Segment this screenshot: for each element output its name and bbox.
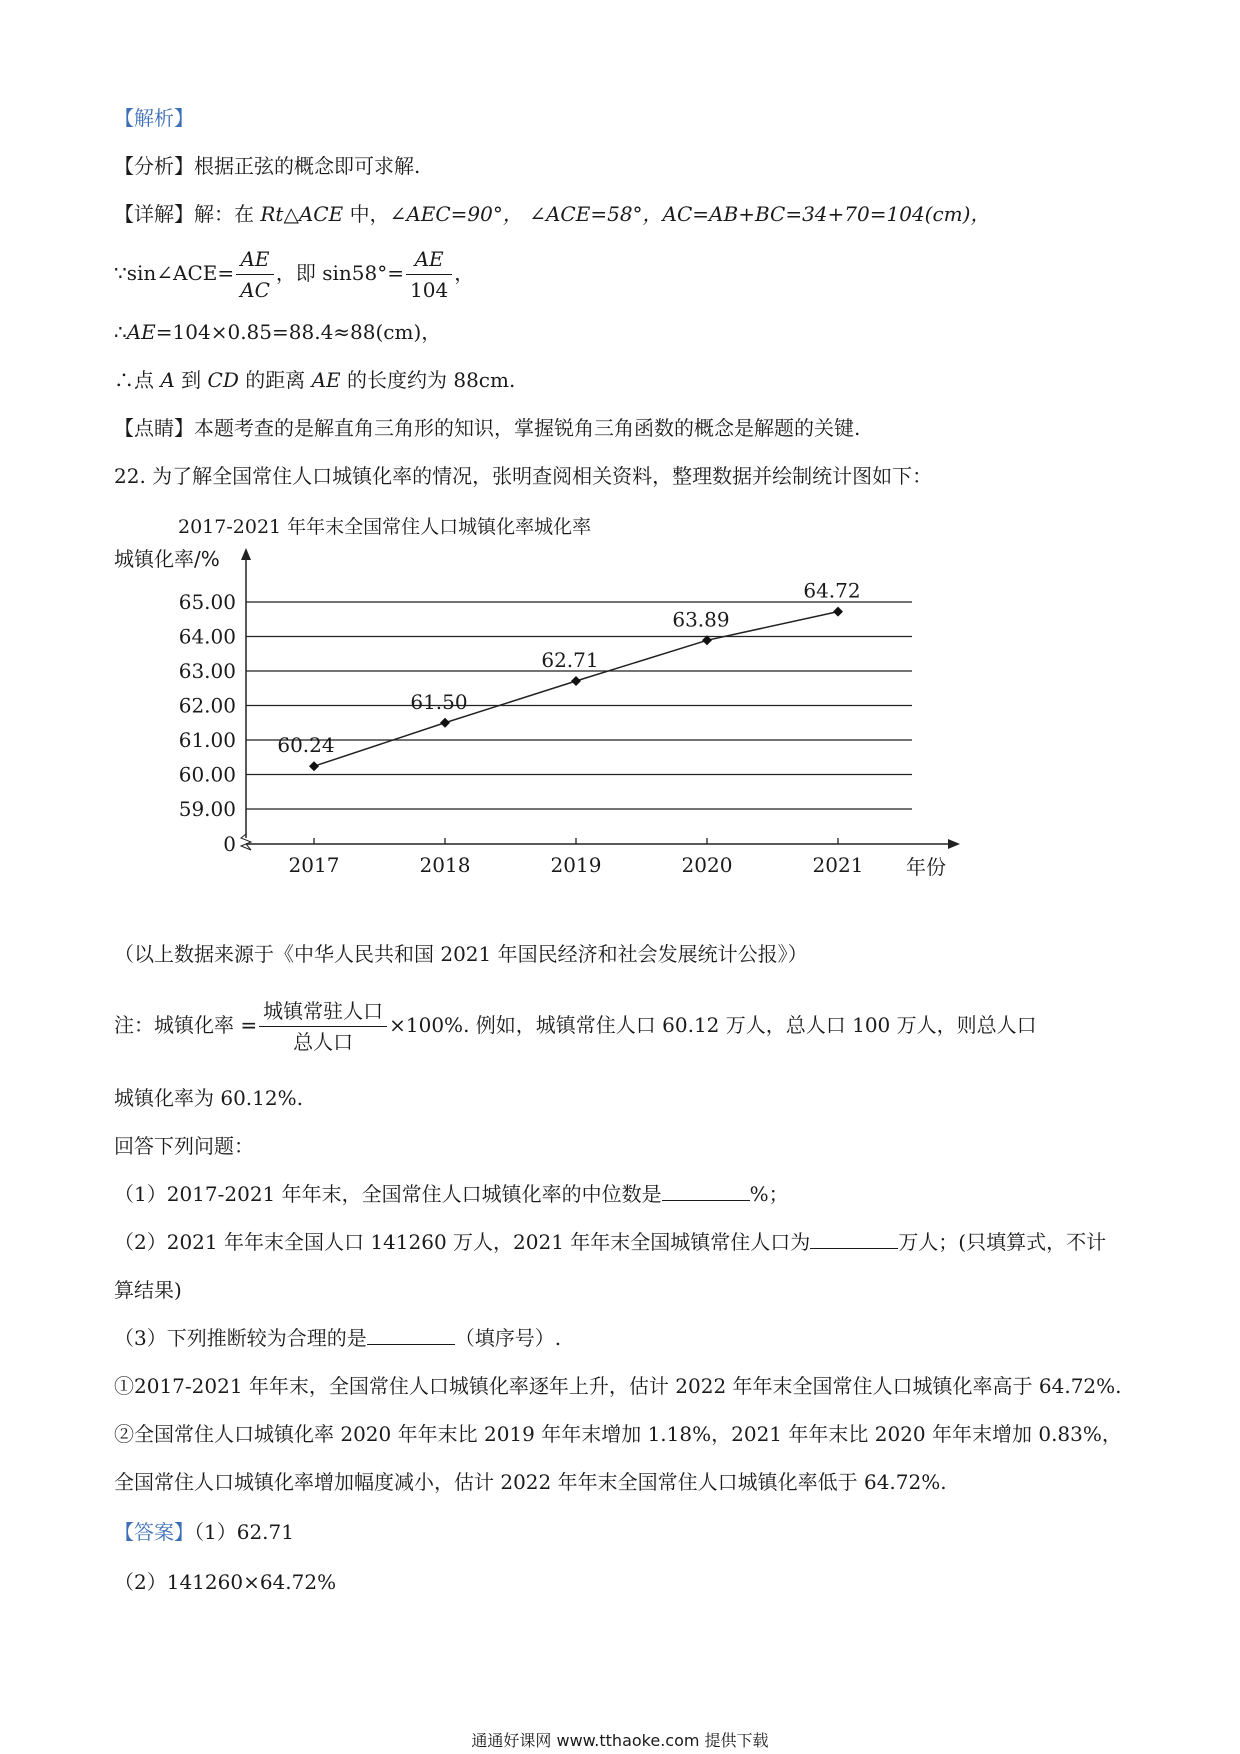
xiangjie-pre: 解：在 bbox=[194, 202, 254, 226]
ae-calc: =104×0.85=88.4≈88(cm)， bbox=[155, 320, 442, 344]
answer-blank-2[interactable] bbox=[810, 1228, 898, 1249]
data-point bbox=[309, 761, 319, 771]
note-lhs: 城镇化率 = bbox=[154, 1013, 258, 1037]
chart-title: 2017-2021 年年末全国常住人口城镇化率城化率 bbox=[178, 516, 592, 538]
y-axis-label: 城镇化率/% bbox=[114, 547, 220, 571]
note-times: ×100% bbox=[389, 1013, 464, 1037]
note-line-2: 城镇化率为 60.12%. bbox=[114, 1086, 303, 1110]
sine-equation bbox=[114, 242, 474, 305]
x-axis-label: 年份 bbox=[906, 855, 946, 876]
data-label: 64.72 bbox=[803, 578, 861, 603]
fraction-numerator: AE bbox=[406, 244, 452, 275]
data-point bbox=[440, 718, 450, 728]
x-axis-arrow bbox=[948, 839, 960, 849]
option-2: ②全国常住人口城镇化率 2020 年年末比 2019 年年末增加 1.18%，2021 年年末比 2020 年年末增加 0.83%， bbox=[114, 1422, 1122, 1446]
fraction-denominator: 104 bbox=[410, 278, 449, 302]
data-label: 61.50 bbox=[410, 689, 468, 714]
y-tick-label: 59.00 bbox=[178, 797, 236, 821]
page-footer: 通通好课网 www.tthaoke.com 提供下载 bbox=[471, 1731, 769, 1750]
sub3-pre: （3）下列推断较为合理的是 bbox=[114, 1326, 367, 1350]
data-source: （以上数据来源于《中华人民共和国 2021 年国民经济和社会发展统计公报》） bbox=[114, 942, 808, 966]
xiangjie-mid: 中， bbox=[349, 202, 390, 226]
distance-text-2: 到 bbox=[174, 368, 208, 392]
distance-text-4: 的长度约为 88cm. bbox=[340, 368, 516, 392]
fenxi-tag: 【分析】 bbox=[114, 154, 194, 178]
sub-question-2 bbox=[114, 1228, 1106, 1256]
sub2-pre: （2）2021 年年末全国人口 141260 万人，2021 年年末全国城镇常住人口为 bbox=[114, 1230, 811, 1254]
sub3-post: （填序号）. bbox=[454, 1326, 562, 1350]
answer-section bbox=[114, 1518, 294, 1546]
sub1-post: %； bbox=[749, 1182, 789, 1206]
fraction-ae-104 bbox=[406, 244, 452, 305]
analysis-heading: 【解析】 bbox=[114, 106, 194, 130]
dianjing-text: 本题考查的是解直角三角形的知识，掌握锐角三角函数的概念是解题的关键. bbox=[194, 416, 861, 440]
data-label: 62.71 bbox=[541, 648, 599, 673]
question-22: 22. 为了解全国常住人口城镇化率的情况，张明查阅相关资料，整理数据并绘制统计图如下： bbox=[114, 464, 933, 488]
ae-label: AE bbox=[126, 320, 156, 344]
rt-label: Rt bbox=[260, 202, 284, 226]
note-rest: . 例如，城镇常住人口 60.12 万人，总人口 100 万人，则总人口 bbox=[463, 1013, 1037, 1037]
y-tick-label: 64.00 bbox=[178, 624, 236, 649]
y-tick-label: 60.00 bbox=[178, 762, 236, 787]
sin-line-end: ， bbox=[454, 261, 475, 285]
therefore-distance bbox=[114, 366, 515, 394]
fraction-numerator: 城镇常驻人口 bbox=[259, 996, 387, 1027]
fraction-numerator: AE bbox=[236, 244, 274, 275]
data-label: 63.89 bbox=[672, 607, 730, 632]
therefore-ae bbox=[114, 318, 441, 346]
triangle-label: △ACE bbox=[283, 202, 344, 226]
answer-tag: 【答案】 bbox=[114, 1520, 194, 1544]
x-tick-label: 2018 bbox=[419, 853, 471, 876]
answer-2: （2）141260×64.72% bbox=[114, 1570, 337, 1594]
option-1: ①2017-2021 年年末，全国常住人口城镇化率逐年上升，估计 2022 年年末全国常住人口城镇化率高于 64.72%. bbox=[114, 1374, 1122, 1398]
data-point bbox=[833, 607, 843, 617]
point-a: A bbox=[160, 368, 175, 392]
sin58-text: ，即 sin58°= bbox=[275, 261, 404, 285]
data-point bbox=[571, 676, 581, 686]
sub-question-2-cont: 算结果) bbox=[114, 1278, 182, 1302]
ac-calc: AC=AB+BC=34+70=104(cm)， bbox=[662, 202, 991, 226]
urbanization-line-chart bbox=[100, 546, 980, 876]
x-tick-label: 2020 bbox=[681, 853, 733, 876]
y-tick-label: 63.00 bbox=[178, 659, 236, 683]
x-tick-label: 2017 bbox=[288, 853, 340, 876]
xiangjie-tag: 【详解】 bbox=[114, 202, 194, 226]
distance-text-3: 的距离 bbox=[238, 368, 312, 392]
angle-aec: ∠AEC=90°， bbox=[389, 202, 523, 226]
analysis-summary bbox=[114, 152, 420, 180]
note-fraction bbox=[259, 996, 387, 1057]
fraction-denominator: AC bbox=[240, 278, 270, 302]
y-tick-label: 61.00 bbox=[178, 728, 236, 752]
angle-ace: ∠ACE=58°， bbox=[529, 202, 663, 226]
y-axis-arrow bbox=[241, 548, 251, 560]
answer-1: （1）62.71 bbox=[194, 1520, 294, 1544]
segment-ae: AE bbox=[311, 368, 341, 392]
answer-blank-1[interactable] bbox=[662, 1180, 750, 1201]
sub-question-1 bbox=[114, 1180, 789, 1208]
distance-text-1: ∴点 bbox=[114, 368, 161, 392]
therefore-symbol: ∴ bbox=[114, 320, 127, 344]
detailed-solution bbox=[114, 200, 990, 228]
key-point bbox=[114, 414, 860, 442]
x-tick-label: 2019 bbox=[550, 853, 602, 876]
fenxi-text: 根据正弦的概念即可求解. bbox=[194, 154, 421, 178]
dianjing-tag: 【点睛】 bbox=[114, 416, 194, 440]
x-tick-label: 2021 bbox=[812, 853, 864, 876]
y-tick-label: 62.00 bbox=[178, 693, 236, 718]
data-label: 60.24 bbox=[277, 733, 335, 758]
fraction-ae-ac bbox=[236, 244, 274, 305]
series-line bbox=[314, 612, 838, 767]
y-tick-label: 65.00 bbox=[178, 590, 236, 614]
y-tick-label: 0 bbox=[223, 832, 236, 856]
because-sin: ∵sin∠ACE= bbox=[114, 261, 235, 285]
note-prefix: 注： bbox=[114, 1013, 154, 1037]
answer-intro: 回答下列问题： bbox=[114, 1134, 254, 1158]
line-cd: CD bbox=[207, 368, 239, 392]
definition-note bbox=[114, 994, 1037, 1057]
sub1-pre: （1）2017-2021 年年末，全国常住人口城镇化率的中位数是 bbox=[114, 1182, 662, 1206]
sub2-post: 万人；(只填算式，不计 bbox=[898, 1230, 1107, 1254]
sub-question-3 bbox=[114, 1324, 561, 1352]
fraction-denominator: 总人口 bbox=[293, 1030, 354, 1054]
option-2-cont: 全国常住人口城镇化率增加幅度减小，估计 2022 年年末全国常住人口城镇化率低于 64.72%. bbox=[114, 1470, 947, 1494]
answer-blank-3[interactable] bbox=[367, 1324, 455, 1345]
